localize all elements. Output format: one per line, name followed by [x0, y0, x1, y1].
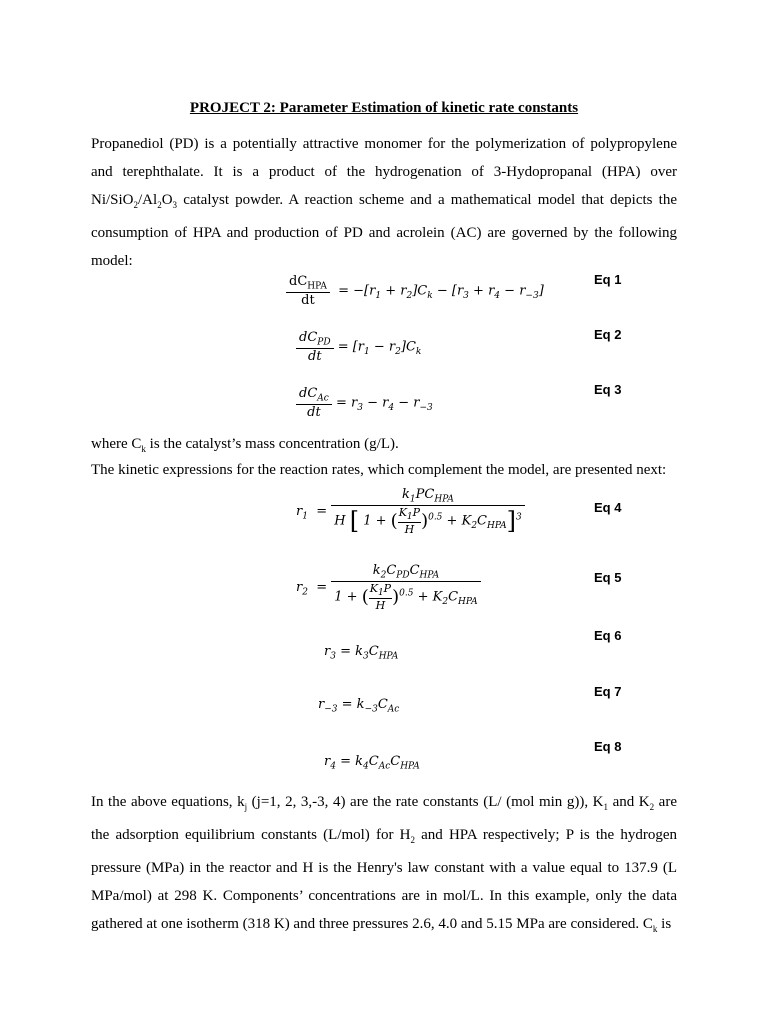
- eq-label-2: Eq 2: [594, 327, 622, 342]
- equation-4: $r_1$ = $k_1PC_{HPA}$ H [ 1 + ( $\frac{K_1P}{H}$ )$^{0.5} + K_2C_{HPA}]^3$: [296, 487, 525, 536]
- closing-paragraph: In the above equations, $k_j$ (j=1, 2, 3,-3, 4) are the rate constants (L/ (mol min g)), $K_1$ and $K_2$ are the adsorption equilibrium constants (L/mol) for $H_2$ and HPA respectively; P is the hydrogen pressure (MPa) in the reactor and H is the Henry's law constant with a value equal to 137.9 (L MPa/mol) at 298 K. Components’ concentrations are in mol/L. In this example, only the data gathered at one isotherm (318 K) and three pressures 2.6, 4.0 and 5.15 MPa are considered. $C_k$ is: [91, 794, 677, 934]
- eq-label-4: Eq 4: [594, 500, 622, 515]
- eq-label-8: Eq 8: [594, 739, 622, 754]
- equation-3: $\frac{dC_{Ac}}{dt}$ = $r_3 - r_4 - r_{-3}$: [296, 386, 433, 420]
- document-title: PROJECT 2: Parameter Estimation of kinetic rate constants: [189, 100, 579, 116]
- equation-1: $\frac{dC_{HPA}}{dt}$ = $-[r_1 + r_2]C_k - [r_3 + r_4 - r_{-3}]$: [286, 274, 544, 308]
- eq-label-3: Eq 3: [594, 382, 622, 397]
- equation-6: $r_3 = k_3C_{HPA}$: [324, 644, 399, 662]
- equation-5: $r_2$ = $k_2C_{PD}C_{HPA}$ 1 + ( $\frac{K_1P}{H}$ )$^{0.5} + K_2C_{HPA}$: [296, 563, 481, 612]
- eq-label-6: Eq 6: [594, 628, 622, 643]
- eq-label-7: Eq 7: [594, 684, 622, 699]
- eq-label-5: Eq 5: [594, 570, 622, 585]
- equation-7: $r_{-3} = k_{-3}C_{Ac}$: [318, 697, 400, 715]
- kinetic-line: The kinetic expressions for the reaction rates, which complement the model, are presented next:: [91, 462, 667, 478]
- equation-8: $r_4 = k_4C_{Ac}C_{HPA}$: [324, 754, 420, 772]
- equation-2: $\frac{dC_{PD}}{dt}$ = $[r_1 - r_2]C_k$: [296, 330, 421, 364]
- intro-paragraph: Propanediol (PD) is a potentially attractive monomer for the polymerization of polypropylene and terephthalate. It is a product of the hydrogenation of 3-Hydopropanal (HPA) over $Ni/SiO_2/Al_2O_3$ catalyst powder. A reaction scheme and a mathematical model that depicts the consumption of HPA and production of PD and acrolein (AC) are governed by the following model:: [91, 136, 677, 269]
- eq-label-1: Eq 1: [594, 272, 622, 287]
- where-line: where $C_k$ is the catalyst’s mass concentration (g/L).: [91, 436, 399, 454]
